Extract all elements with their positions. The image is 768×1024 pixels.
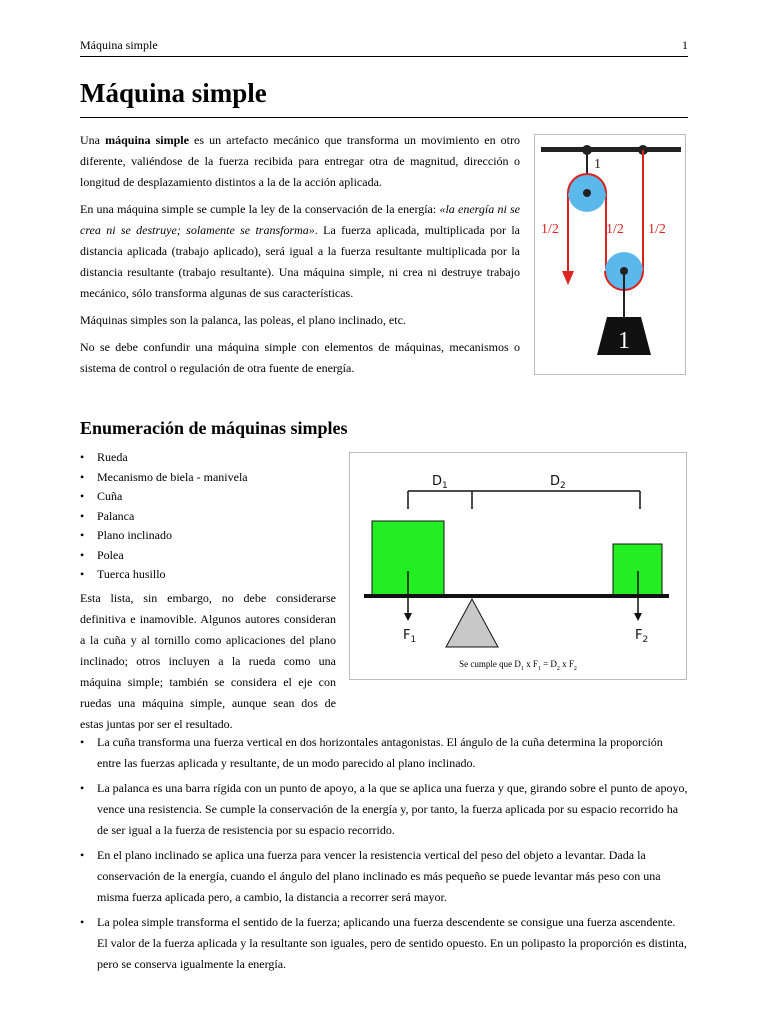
- list-item: • Rueda: [80, 448, 248, 468]
- distance-label-d2: [550, 474, 566, 491]
- machine-list: [80, 448, 248, 585]
- d1-subscript: 1: [442, 481, 448, 491]
- weight-label: 1: [618, 328, 630, 354]
- lever-diagram: [350, 453, 686, 653]
- caption-text: = D: [540, 659, 557, 669]
- list-item: • Mecanismo de biela - manivela: [80, 468, 248, 488]
- list-item: • Cuña: [80, 487, 248, 507]
- caption-subscript: 2: [573, 665, 577, 672]
- f1-letter: F: [403, 628, 411, 643]
- caption-subscript: 2: [556, 665, 560, 672]
- list-item: • Tuerca husillo: [80, 565, 248, 585]
- lever-figure: [349, 452, 687, 680]
- section-title: Enumeración de máquinas simples: [80, 418, 348, 438]
- page-number: 1: [682, 38, 688, 52]
- force-label-f2: [635, 628, 648, 645]
- f2-subscript: 2: [642, 635, 649, 645]
- list-note: Esta lista, sin embargo, no debe considerarse definitiva e inamovible. Algunos autores consideran a la cuña y al tornillo como aplicaciones del plano inclinado; otros incluyen a la rueda como una máquina simple; también se considera el eje con ruedas una máquina simple, aunque sean dos de estas juntas por ser el resultado.: [80, 591, 336, 731]
- right-rope-label: 1/2: [648, 222, 666, 237]
- energy-law-quote: «la energía ni se crea ni se destruye; solamente se transforma»: [80, 202, 520, 237]
- force-arrowhead-right: [634, 613, 642, 621]
- intro-text: es un artefacto mecánico que transforma un movimiento en otro diferente, valiéndose de la fuerza recibida para entregar otra de magnitud, dirección o longitud de desplazamiento distintos a la de la acción aplicada.: [80, 133, 521, 189]
- intro-paragraph-2: [80, 199, 520, 304]
- left-rope-label: 1/2: [541, 222, 559, 237]
- list-item: • La palanca es una barra rígida con un punto de apoyo, a la que se aplica una fuerza y que, girando sobre el punto de apoyo, vence una resistencia. Se cumple la conservación de la energía y, por tanto, la fuerza aplicada por su espacio recorrido ha de ser igual a la fuerza de resistencia por su espacio recorrido.: [80, 778, 688, 841]
- force-arrowhead-left: [404, 613, 412, 621]
- list-item: • La polea simple transforma el sentido de la fuerza; aplicando una fuerza descendente se consigue una fuerza ascendente. El valor de la fuerza aplicada y la resultante son iguales, pero de sentido opuesto. En un polipasto la proporción es distinta, pero se conserva igualmente la energía.: [80, 912, 688, 975]
- fulcrum: [446, 599, 498, 647]
- force-label-f1: [403, 628, 416, 645]
- f2-letter: F: [635, 628, 643, 643]
- list-item: • Palanca: [80, 507, 248, 527]
- ceiling-beam: [541, 147, 681, 152]
- pulley-figure: [534, 134, 686, 375]
- intro-paragraph-4: No se debe confundir una máquina simple con elementos de máquinas, mecanismos o sistema de control o regulación de otra fuente de energía.: [80, 340, 520, 375]
- caption-text: Se cumple que D: [459, 659, 521, 669]
- caption-text: x F: [523, 659, 538, 669]
- d2-subscript: 2: [560, 481, 566, 491]
- pulley-diagram: [535, 135, 685, 374]
- d1-letter: D: [432, 474, 443, 489]
- movable-pulley-axle: [620, 267, 628, 275]
- distance-label-d1: [432, 474, 448, 491]
- intro-paragraph-1: [80, 130, 520, 193]
- d2-letter: D: [550, 474, 561, 489]
- f1-subscript: 1: [410, 635, 417, 645]
- lever-caption: [350, 659, 686, 672]
- fixed-pulley-axle: [583, 189, 591, 197]
- fixed-pulley-load-label: 1: [594, 157, 601, 172]
- running-title: Máquina simple: [80, 38, 158, 52]
- intro-section: [80, 130, 520, 385]
- ceiling-anchor-left: [582, 145, 592, 155]
- middle-rope-label: 1/2: [606, 222, 624, 237]
- page-title: Máquina simple: [80, 78, 688, 118]
- explanation-list: [80, 732, 688, 979]
- intro-text: Una: [80, 133, 106, 147]
- list-item: • En el plano inclinado se aplica una fuerza para vencer la resistencia vertical del peso del objeto a levantar. Dada la conservación de la energía, cuando el ángulo del plano inclinado es más pequeño se puede levantar más peso con una misma fuerza aplicada pero, a cambio, la distancia a recorrer será mayor.: [80, 845, 688, 908]
- caption-subscript: 1: [537, 665, 541, 672]
- list-item: • Plano inclinado: [80, 526, 248, 546]
- lever-beam: [364, 594, 669, 598]
- list-item: • Polea: [80, 546, 248, 566]
- list-item: • La cuña transforma una fuerza vertical en dos horizontales antagonistas. El ángulo de la cuña determina la proporción entre las fuerzas aplicada y resultante, de un modo parecido al plano inclinado.: [80, 732, 688, 774]
- pull-arrow: [562, 271, 574, 285]
- running-header: [80, 38, 688, 57]
- intro-text: . La fuerza aplicada, multiplicada por la distancia aplicada (trabajo aplicado), será igual a la fuerza resultante multiplicada por la distancia resultante (trabajo resultante). Una máquina simple, ni crea ni destruye trabajo mecánico, sólo transforma algunas de sus características.: [80, 223, 520, 300]
- caption-subscript: 1: [520, 665, 524, 672]
- intro-paragraph-3: Máquinas simples son la palanca, las poleas, el plano inclinado, etc.: [80, 313, 406, 327]
- intro-term: máquina simple: [105, 133, 189, 147]
- caption-text: x F: [559, 659, 574, 669]
- intro-text: En una máquina simple se cumple la ley de la conservación de la energía:: [80, 202, 440, 216]
